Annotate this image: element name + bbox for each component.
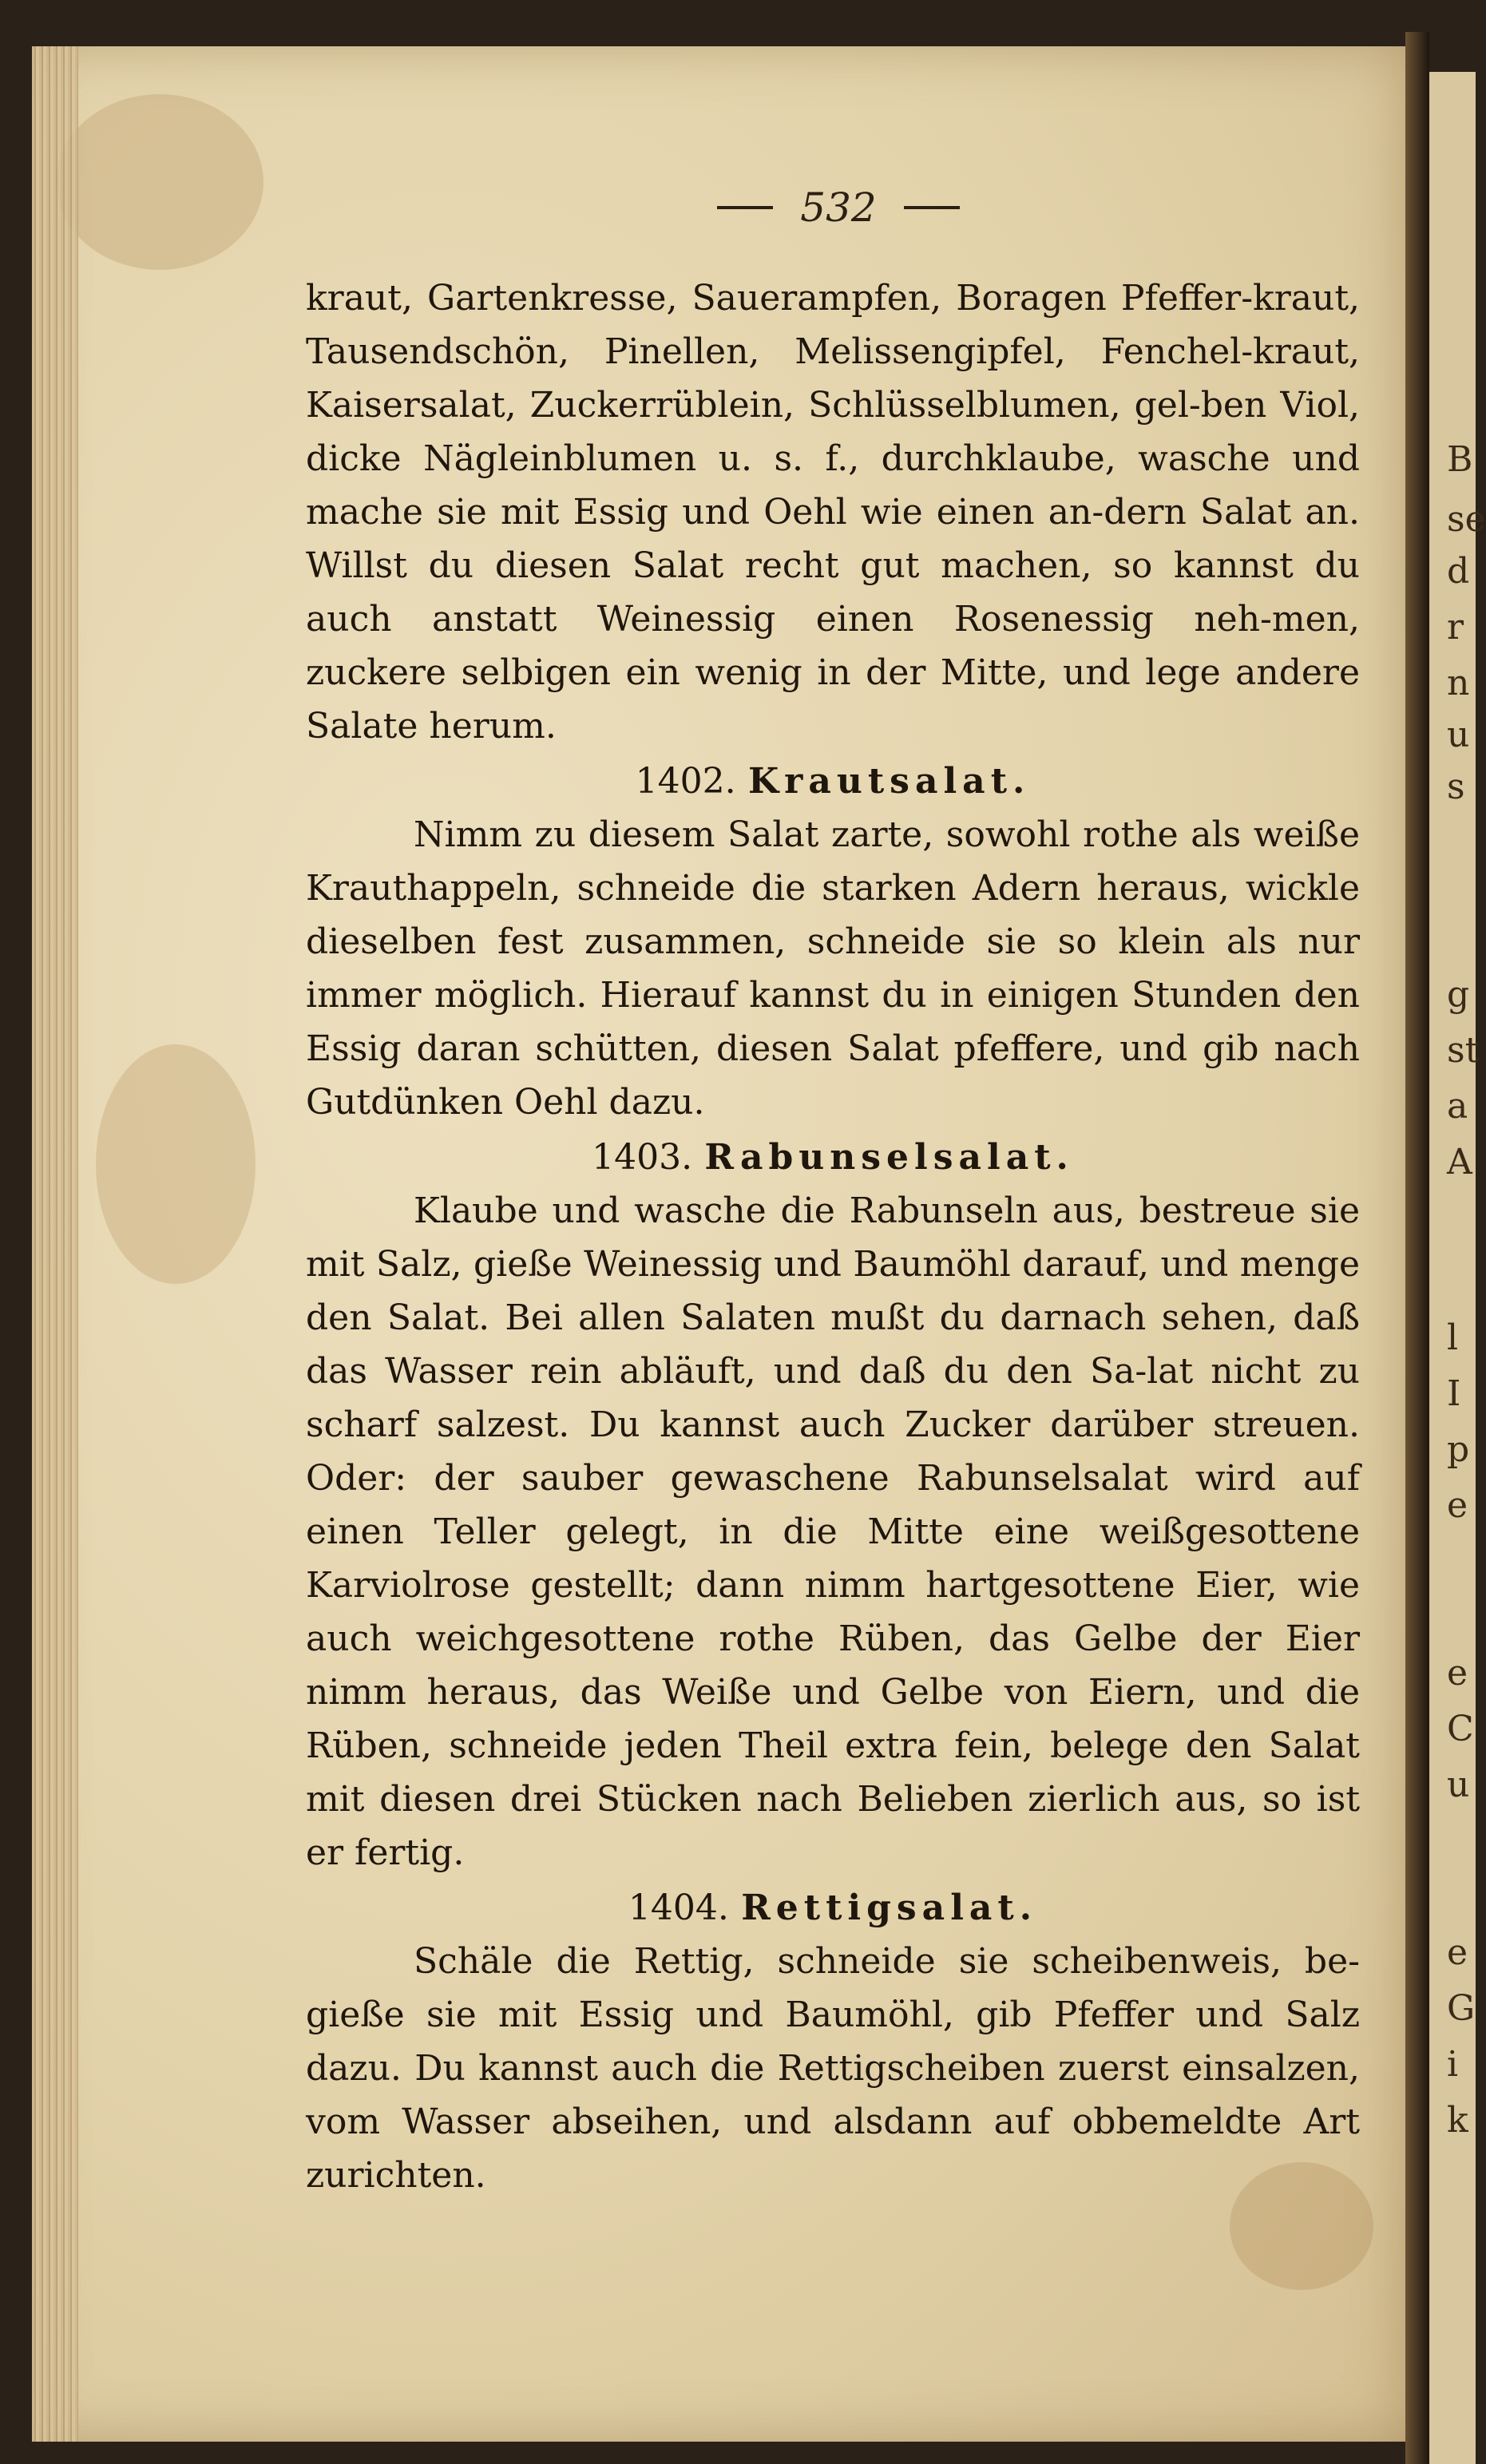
header-dash-right xyxy=(904,206,960,209)
next-page-fragment: l xyxy=(1447,1317,1459,1358)
next-page-fragment: n xyxy=(1447,663,1470,703)
recipe-title: Rabunselsalat. xyxy=(704,1137,1074,1178)
continued-recipe-text: kraut, Gartenkresse, Sauerampfen, Boragen Pfeffer-kraut, Tausendschön, Pinellen, Melissengipfel, Fenchel-kraut, Kaisersalat, Zuckerrüblein, Schlüsselblumen, gel-ben Viol, dicke Nägleinblumen u. s. f., durchklaube, wasche und mache sie mit Essig und Oehl wie einen an-dern Salat an. Willst du diesen Salat recht gut machen, so kannst du auch anstatt Weinessig einen Rosenessig neh-men, zuckere selbigen ein wenig in der Mitte, und lege andere Salate herum. xyxy=(306,278,1360,747)
next-page-fragment: e xyxy=(1447,1653,1468,1694)
recipe-number: 1404. xyxy=(628,1888,729,1928)
header-dash-left xyxy=(717,206,773,209)
recipe-text-krautsalat: Nimm zu diesem Salat zarte, sowohl rothe als weiße Krauthappeln, schneide die starken Adern heraus, wickle dieselben fest zusammen, schneide sie so klein als nur immer möglich. Hierauf kannst du in einigen Stunden den Essig daran schütten, diesen Salat pfeffere, und gib nach Gutdünken Oehl dazu. xyxy=(306,814,1360,1123)
next-page-fragment: st xyxy=(1447,1030,1480,1071)
next-page-fragment: A xyxy=(1447,1142,1472,1182)
recipe-title: Rettigsalat. xyxy=(741,1888,1038,1928)
next-page-fragment: se xyxy=(1447,499,1486,540)
next-page-fragment: u xyxy=(1447,715,1470,755)
recipe-title: Krautsalat. xyxy=(747,761,1031,802)
water-stain xyxy=(96,1044,256,1284)
page-number: 532 xyxy=(800,184,877,231)
next-page-fragment: e xyxy=(1447,1932,1468,1973)
next-page-fragment: s xyxy=(1447,767,1465,807)
next-page-edge xyxy=(1429,72,1486,2464)
next-page-fragment: C xyxy=(1447,1709,1474,1749)
next-page-fragment: g xyxy=(1447,974,1470,1015)
next-page-fragment: u xyxy=(1447,1765,1470,1805)
next-page-fragment: G xyxy=(1447,1988,1476,2029)
recipe-heading-rabunselsalat xyxy=(306,1131,1360,1184)
recipe-number: 1403. xyxy=(592,1137,693,1178)
page-edge xyxy=(32,46,78,2442)
next-page-fragment: r xyxy=(1447,607,1464,648)
next-page-fragment: p xyxy=(1447,1429,1470,1470)
next-page-fragment: I xyxy=(1447,1373,1461,1414)
recipe-text-rettigsalat: Schäle die Rettig, schneide sie scheibenweis, be-gieße sie mit Essig und Baumöhl, gib Pfeffer und Salz dazu. Du kannst auch die Rettigscheiben zuerst einsalzen, vom Wasser abseihen, und alsdann auf obbemeldte Art zurichten. xyxy=(306,1941,1360,2196)
recipe-heading-krautsalat xyxy=(306,755,1360,808)
next-page-fragment: d xyxy=(1447,551,1470,592)
book-gutter xyxy=(1405,32,1429,2464)
next-page-fragment: e xyxy=(1447,1485,1468,1526)
page-body xyxy=(306,271,1360,2202)
recipe-heading-rettigsalat xyxy=(306,1881,1360,1935)
water-stain xyxy=(56,94,264,270)
next-page-fragment: B xyxy=(1447,439,1473,480)
recipe-number: 1402. xyxy=(635,761,736,802)
next-page-fragment: i xyxy=(1447,2044,1459,2085)
page-header xyxy=(687,180,990,236)
recipe-text-rabunselsalat: Klaube und wasche die Rabunseln aus, bestreue sie mit Salz, gieße Weinessig und Baumöhl darauf, und menge den Salat. Bei allen Salaten mußt du darnach sehen, daß das Wasser rein abläuft, und daß du den Sa-lat nicht zu scharf salzest. Du kannst auch Zucker darüber streuen. Oder: der sauber gewaschene Rabunselsalat wird auf einen Teller gelegt, in die Mitte eine weißgesottene Karviolrose gestellt; dann nimm hartgesottene Eier, wie auch weichgesottene rothe Rüben, das Gelbe der Eier nimm heraus, das Weiße und Gelbe von Eiern, und die Rüben, schneide jeden Theil extra fein, belege den Salat mit diesen drei Stücken nach Belieben zierlich aus, so ist er fertig. xyxy=(306,1190,1360,1873)
next-page-fragment: k xyxy=(1447,2100,1468,2141)
next-page-fragment: a xyxy=(1447,1086,1468,1127)
